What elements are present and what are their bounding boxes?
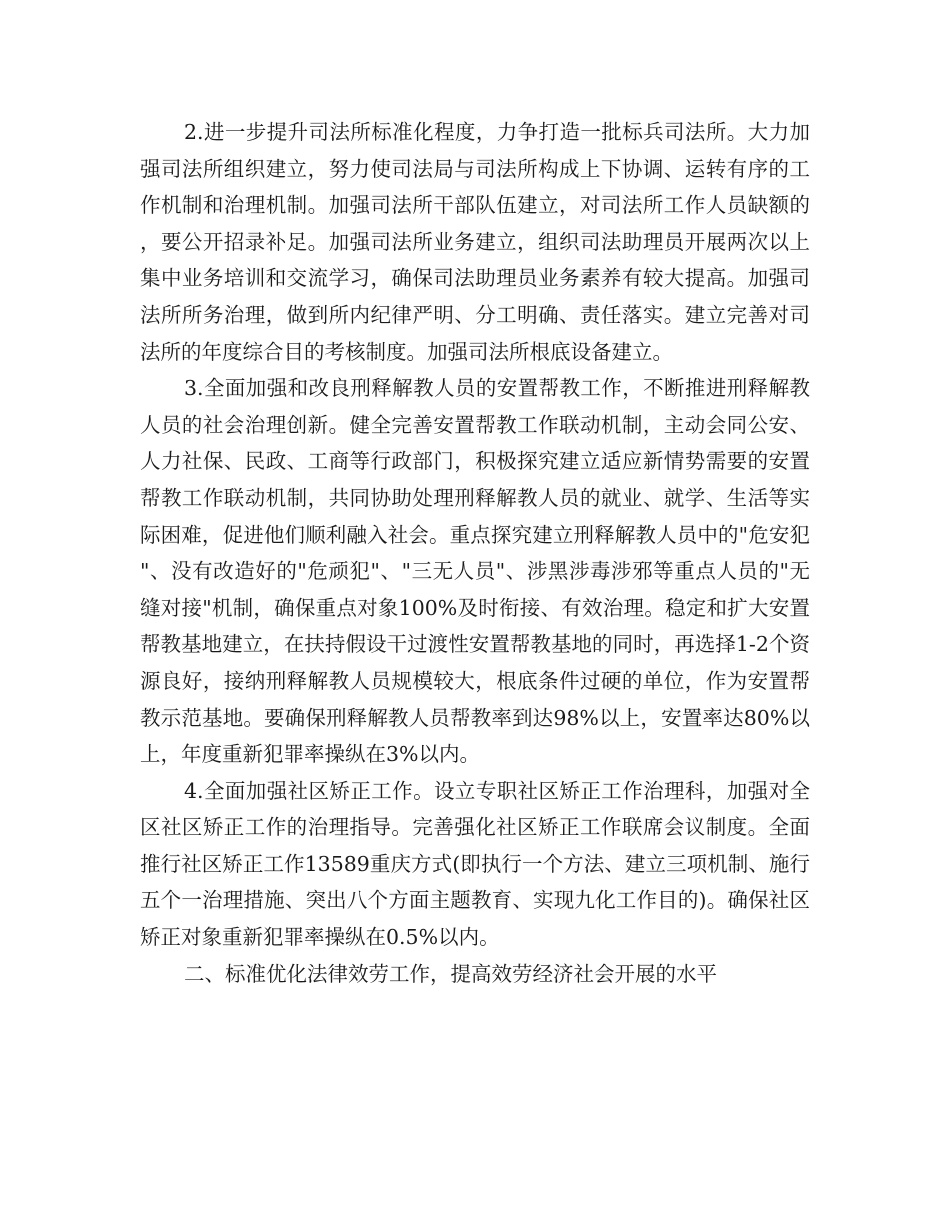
paragraph-resettlement-assistance: 3.全面加强和改良刑释解教人员的安置帮教工作，不断推进刑释解教人员的社会治理创新。健全完善安置帮教工作联动机制，主动会同公安、人力社保、民政、工商等行政部门，积极探究建立适应新情势需要的安置帮教工作联动机制，共同协助处理刑释解教人员的就业、就学、生活等实际困难，促进他们顺利融入社会。重点探究建立刑释解教人员中的"危安犯"、没有改造好的"危顽犯"、"三无人员"、涉黑涉毒涉邪等重点人员的"无缝对接"机制，确保重点对象100%及时衔接、有效治理。稳定和扩大安置帮教基地建立，在扶持假设干过渡性安置帮教基地的同时，再选择1-2个资源良好，接纳刑释解教人员规模较大，根底条件过硬的单位，作为安置帮教示范基地。要确保刑释解教人员帮教率到达98%以上，安置率达80%以上，年度重新犯罪率操纵在3%以内。 bbox=[140, 376, 810, 767]
paragraph-judicial-office: 2.进一步提升司法所标准化程度，力争打造一批标兵司法所。大力加强司法所组织建立，努力使司法局与司法所构成上下协调、运转有序的工作机制和治理机制。加强司法所干部队伍建立，对司法所工作人员缺额的，要公开招录补足。加强司法所业务建立，组织司法助理员开展两次以上集中业务培训和交流学习，确保司法助理员业务素养有较大提高。加强司法所所务治理，做到所内纪律严明、分工明确、责任落实。建立完善对司法所的年度综合目的考核制度。加强司法所根底设备建立。 bbox=[140, 120, 810, 364]
section-heading-legal-services: 二、标准优化法律效劳工作，提高效劳经济社会开展的水平 bbox=[184, 961, 717, 986]
paragraph-community-correction: 4.全面加强社区矫正工作。设立专职社区矫正工作治理科，加强对全区社区矫正工作的治理指导。完善强化社区矫正工作联席会议制度。全面推行社区矫正工作13589重庆方式(即执行一个方法、建立三项机制、施行五个一治理措施、突出八个方面主题教育、实现九化工作目的)。确保社区矫正对象重新犯罪率操纵在0.5%以内。 bbox=[140, 778, 810, 950]
